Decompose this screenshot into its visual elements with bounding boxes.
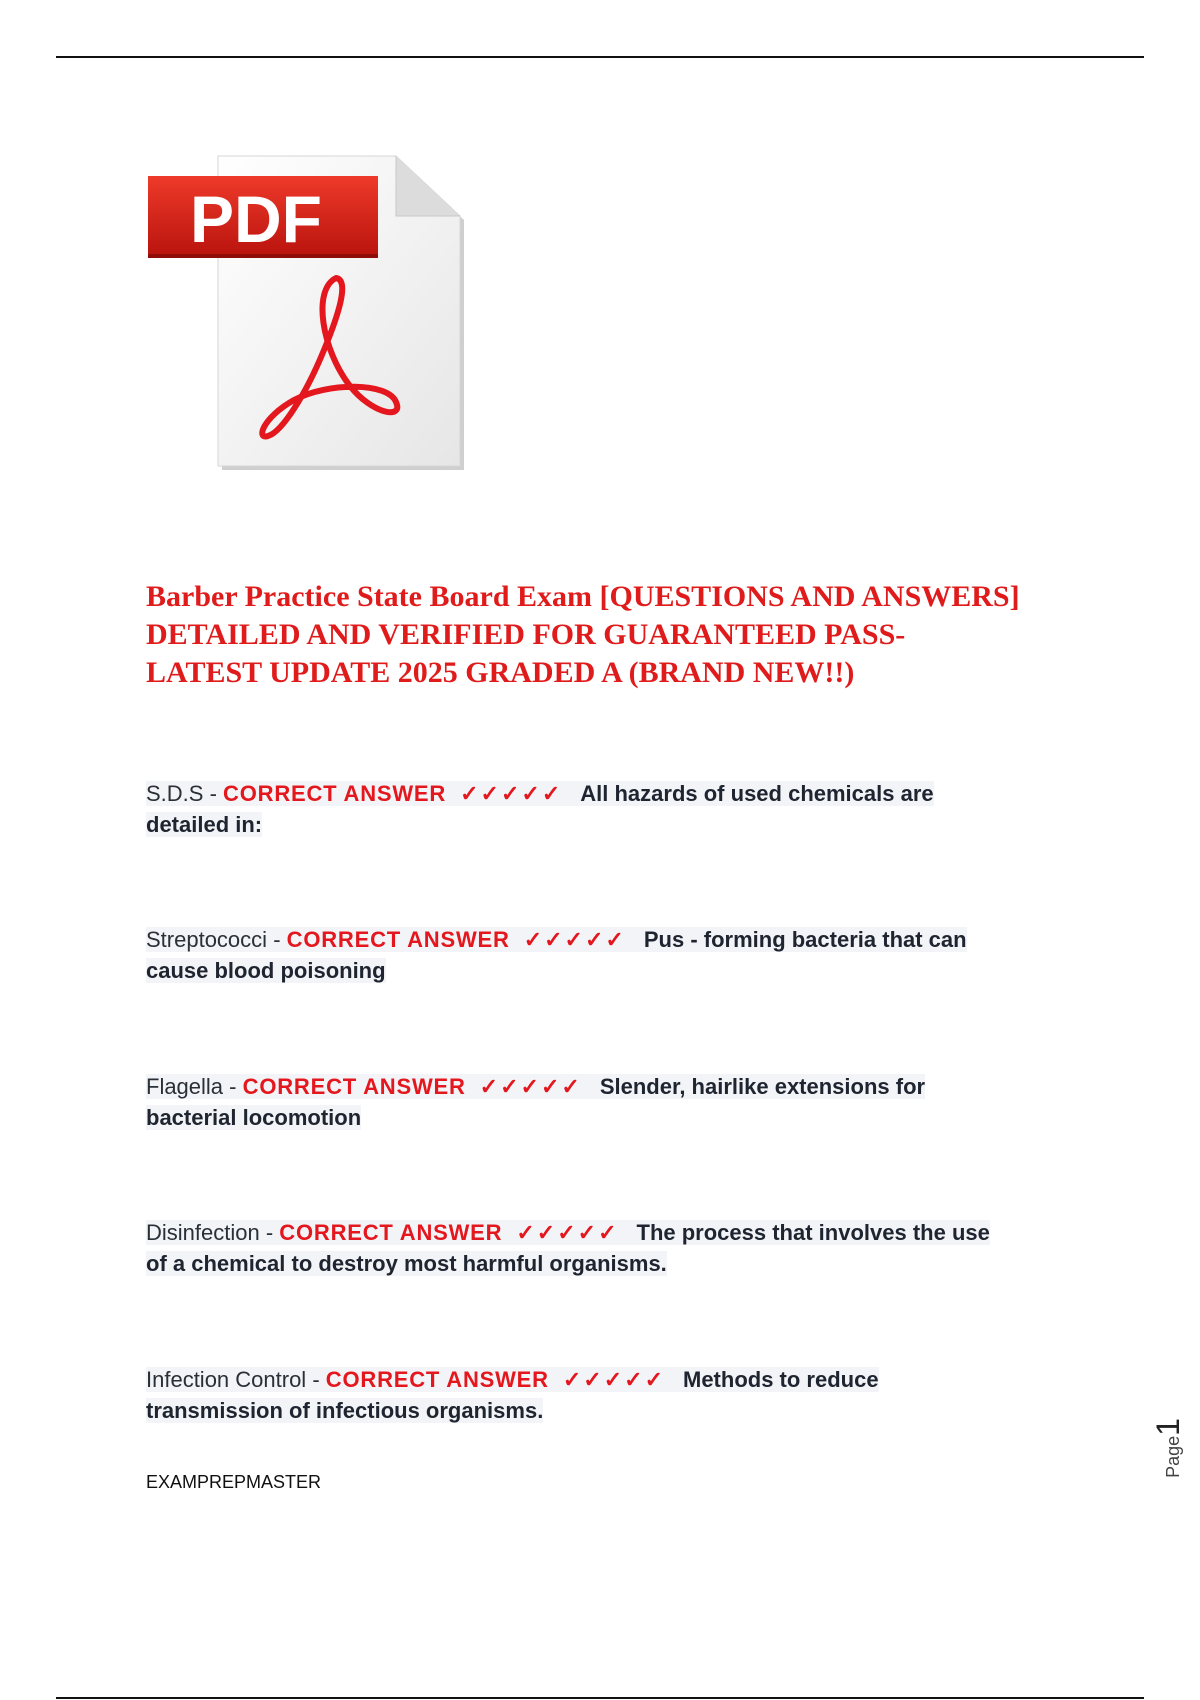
page-number <box>1148 1388 1188 1508</box>
qa-answer-line-1: Slender, hairlike extensions for <box>599 1074 926 1099</box>
footer-brand: EXAMPREPMASTER <box>146 1472 322 1492</box>
qa-answer-line-1: Pus - forming bacteria that can <box>643 927 967 952</box>
page-label: Page <box>1163 1435 1183 1478</box>
correct-answer-label: CORRECT ANSWER <box>242 1074 466 1099</box>
title-line-2: DETAILED AND VERIFIED FOR GUARANTEED PASS- <box>146 618 906 651</box>
qa-answer-line-1: The process that involves the use <box>636 1220 990 1245</box>
title-line-1: Barber Practice State Board Exam [QUESTIONS AND ANSWERS] <box>146 580 1020 613</box>
qa-separator: - <box>265 1220 274 1245</box>
qa-separator: - <box>273 927 281 952</box>
qa-item-infection-control <box>146 1364 1106 1426</box>
qa-answer-line-2: bacterial locomotion <box>146 1105 362 1130</box>
qa-answer-line-1: Methods to reduce <box>683 1367 879 1392</box>
qa-answer-line-2: detailed in: <box>146 812 263 837</box>
qa-term: Infection Control <box>146 1367 307 1392</box>
document-title <box>146 578 1106 692</box>
correct-answer-label: CORRECT ANSWER <box>223 781 447 806</box>
checkmarks-icon: ✓✓✓✓✓ <box>460 781 563 806</box>
qa-term: Streptococci <box>146 927 268 952</box>
qa-term: Disinfection <box>146 1220 260 1245</box>
correct-answer-label: CORRECT ANSWER <box>325 1367 549 1392</box>
qa-answer-line-1: All hazards of used chemicals are <box>580 781 934 806</box>
page-number-value: 1 <box>1150 1418 1186 1436</box>
checkmarks-icon: ✓✓✓✓✓ <box>479 1074 582 1099</box>
correct-answer-label: CORRECT ANSWER <box>279 1220 503 1245</box>
qa-item-streptococci <box>146 924 1106 986</box>
title-line-3: LATEST UPDATE 2025 GRADED A (BRAND NEW!!) <box>146 656 855 689</box>
bottom-rule <box>56 1697 1144 1699</box>
correct-answer-label: CORRECT ANSWER <box>286 927 510 952</box>
qa-item-flagella <box>146 1071 1106 1133</box>
qa-separator: - <box>209 781 217 806</box>
qa-item-disinfection <box>146 1217 1106 1279</box>
top-rule <box>56 56 1144 58</box>
qa-answer-line-2: of a chemical to destroy most harmful organisms. <box>146 1251 667 1276</box>
qa-item-sds <box>146 778 1106 840</box>
qa-answer-line-2: cause blood poisoning <box>146 958 386 983</box>
checkmarks-icon: ✓✓✓✓✓ <box>562 1367 665 1392</box>
checkmarks-icon: ✓✓✓✓✓ <box>516 1220 619 1245</box>
pdf-logo-label: PDF <box>190 182 322 256</box>
checkmarks-icon: ✓✓✓✓✓ <box>523 927 626 952</box>
qa-separator: - <box>312 1367 320 1392</box>
qa-term: Flagella <box>146 1074 224 1099</box>
qa-separator: - <box>229 1074 237 1099</box>
qa-answer-line-2: transmission of infectious organisms. <box>146 1398 544 1423</box>
qa-term: S.D.S <box>146 781 204 806</box>
pdf-file-icon <box>144 150 484 490</box>
